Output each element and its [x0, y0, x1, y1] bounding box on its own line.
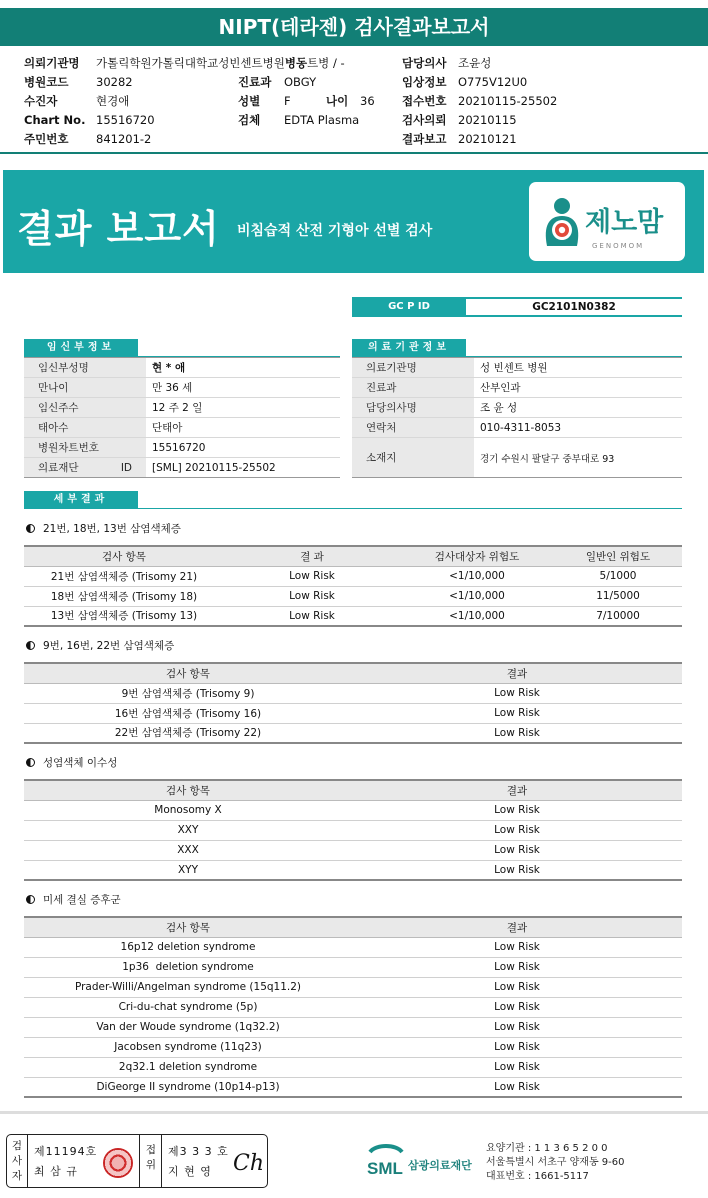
info-value: 현 * 애 [146, 358, 340, 378]
institution-info-table [352, 357, 682, 478]
column-header: 결과 [352, 663, 682, 683]
half-circle-icon [26, 641, 35, 650]
test-item: 22번 삼염색체증 (Trisomy 22) [24, 723, 352, 743]
info-key: 소재지 [352, 438, 474, 478]
sex-chromosome-table [24, 779, 682, 881]
examiner-number: 제11194호 [34, 1145, 98, 1158]
pregnant-info-heading: 임신부정보 [24, 339, 138, 357]
test-item: 13번 삼염색체증 (Trisomy 13) [24, 606, 224, 626]
section-title [26, 638, 174, 653]
logo-english-text: GENOMOM [592, 242, 645, 250]
info-value: [SML] 20210115-25502 [146, 458, 340, 478]
signature-box [6, 1134, 268, 1188]
section-title-text: 21번, 18번, 13번 삼염색체증 [43, 523, 181, 535]
section-title [26, 892, 121, 907]
ward-label: 병동 [284, 56, 308, 70]
info-key: 임신주수 [24, 398, 146, 418]
test-result: Low Risk [224, 566, 400, 586]
test-result: Low Risk [352, 1017, 682, 1037]
org-name: 삼광의료재단 [408, 1159, 472, 1172]
signature-mark: Ch [233, 1151, 265, 1176]
org-phone: 대표번호 : 1661-5117 [486, 1171, 589, 1182]
test-item: XXY [24, 820, 352, 840]
test-item: 16p12 deletion syndrome [24, 937, 352, 957]
test-item: Cri-du-chat syndrome (5p) [24, 997, 352, 1017]
gcpid-value: GC2101N0382 [466, 297, 682, 317]
table-row [24, 566, 682, 586]
table-row [24, 703, 682, 723]
table-row [24, 977, 682, 997]
sml-logo-icon [366, 1142, 406, 1180]
table-row [24, 1057, 682, 1077]
section-title [26, 521, 181, 536]
info-value: 12 주 2 일 [146, 398, 340, 418]
column-header: 결과 [352, 780, 682, 800]
examiner-name: 최 삼 규 [34, 1165, 78, 1178]
test-result: Low Risk [352, 703, 682, 723]
table-row [24, 1037, 682, 1057]
test-result: Low Risk [224, 586, 400, 606]
column-header: 검사 항목 [24, 917, 352, 937]
specimen-label: 검체 [238, 113, 261, 127]
table-row [24, 1017, 682, 1037]
table-row [24, 860, 682, 880]
header-right [402, 54, 557, 149]
info-key: 태아수 [24, 418, 146, 438]
info-value: 15516720 [146, 438, 340, 458]
table-row [24, 586, 682, 606]
subject-risk: <1/10,000 [400, 586, 554, 606]
test-item: XYY [24, 860, 352, 880]
test-item: DiGeorge II syndrome (10p14-p13) [24, 1077, 352, 1097]
banner-title: 결과 보고서 [17, 207, 220, 251]
info-row [24, 358, 340, 378]
request-value: 20210115 [458, 113, 517, 127]
confirmer-number: 제3 3 3 호 [168, 1145, 229, 1158]
request-label: 검사의뢰 [402, 113, 447, 127]
table-row [24, 1077, 682, 1097]
section-title-text: 미세 결실 증후군 [43, 894, 121, 906]
general-risk: 5/1000 [554, 566, 682, 586]
institution-info-heading: 의료기관정보 [352, 339, 466, 357]
age-value: 36 [360, 94, 375, 108]
test-item: 18번 삼염색체증 (Trisomy 18) [24, 586, 224, 606]
column-header: 검사 항목 [24, 546, 224, 566]
info-row [352, 398, 682, 418]
test-result: Low Risk [352, 723, 682, 743]
info-row [24, 398, 340, 418]
test-item: Jacobsen syndrome (11q23) [24, 1037, 352, 1057]
info-value: 산부인과 [474, 378, 682, 398]
department-value: OBGY [284, 75, 317, 89]
report-title: NIPT(테라젠) 검사결과보고서 [0, 8, 708, 46]
info-key: 만나이 [24, 378, 146, 398]
test-result: Low Risk [352, 977, 682, 997]
result-banner [3, 170, 704, 273]
info-key: 임신부성명 [24, 358, 146, 378]
details-heading: 세부결과 [24, 491, 138, 509]
ssn-value: 841201-2 [96, 132, 152, 146]
department-label: 진료과 [238, 75, 272, 89]
report-date-value: 20210121 [458, 132, 517, 146]
hospital-code-label: 병원코드 [24, 75, 69, 89]
confirmer-label: 접위 [145, 1144, 157, 1171]
receipt-value: 20210115-25502 [458, 94, 558, 108]
section-title-text: 9번, 16번, 22번 삼염색체증 [43, 640, 175, 652]
section-title [26, 755, 117, 770]
genomom-logo [529, 182, 685, 261]
sex-value: F [284, 94, 291, 108]
gcpid-label: GC P ID [352, 297, 466, 317]
column-header: 결과 [352, 917, 682, 937]
info-key: 진료과 [352, 378, 474, 398]
column-header: 검사 항목 [24, 663, 352, 683]
microdeletion-table [24, 916, 682, 1098]
hospital-code-value: 30282 [96, 75, 133, 89]
banner-subtitle: 비침습적 산전 기형아 선별 검사 [237, 223, 433, 239]
ssn-label: 주민번호 [24, 132, 69, 146]
table-row [24, 683, 682, 703]
org-contact [486, 1142, 625, 1184]
test-item: 2q32.1 deletion syndrome [24, 1057, 352, 1077]
test-result: Low Risk [352, 957, 682, 977]
age-label: 나이 [326, 94, 349, 108]
info-value: 조 윤 성 [474, 398, 682, 418]
half-circle-icon [26, 758, 35, 767]
table-row [24, 840, 682, 860]
divider [161, 1135, 162, 1187]
institution-label: 의뢰기관명 [24, 56, 80, 70]
table-row [24, 820, 682, 840]
test-item: 16번 삼염색체증 (Trisomy 16) [24, 703, 352, 723]
column-header: 검사 항목 [24, 780, 352, 800]
pregnant-info-table [24, 357, 340, 478]
test-result: Low Risk [352, 1057, 682, 1077]
subject-risk: <1/10,000 [400, 606, 554, 626]
patient-label: 수진자 [24, 94, 58, 108]
test-result: Low Risk [224, 606, 400, 626]
confirmer-name: 지 현 영 [168, 1165, 212, 1178]
receipt-label: 접수번호 [402, 94, 447, 108]
info-row [352, 438, 682, 478]
info-key: 담당의사명 [352, 398, 474, 418]
sml-logo-text: SML [367, 1159, 403, 1178]
general-risk: 11/5000 [554, 586, 682, 606]
info-row [24, 438, 340, 458]
doctor-value: 조윤성 [458, 56, 492, 70]
info-row [352, 358, 682, 378]
half-circle-icon [26, 524, 35, 533]
info-key: 병원차트번호 [24, 438, 146, 458]
test-item: Monosomy X [24, 800, 352, 820]
trisomy-main-table [24, 545, 682, 627]
test-result: Low Risk [352, 820, 682, 840]
clinical-label: 임상정보 [402, 75, 447, 89]
examiner-label: 검사자 [11, 1140, 23, 1182]
test-item: Prader-Willi/Angelman syndrome (15q11.2) [24, 977, 352, 997]
details-rule [24, 508, 682, 509]
test-item: 9번 삼염색체증 (Trisomy 9) [24, 683, 352, 703]
info-row [352, 378, 682, 398]
info-row [24, 418, 340, 438]
logo-korean-text: 제노맘 [585, 207, 664, 238]
seal-icon [103, 1148, 133, 1178]
trisomy-other-table [24, 662, 682, 744]
info-key: 연락처 [352, 418, 474, 438]
sex-label: 성별 [238, 94, 261, 108]
test-result: Low Risk [352, 1037, 682, 1057]
genomom-mother-icon [541, 196, 583, 248]
test-result: Low Risk [352, 860, 682, 880]
test-result: Low Risk [352, 840, 682, 860]
org-address: 서울특별시 서초구 양재동 9-60 [486, 1157, 625, 1168]
patient-value: 현경애 [96, 94, 130, 108]
table-row [24, 723, 682, 743]
clinical-value: O775V12U0 [458, 75, 528, 89]
footer-divider [0, 1111, 708, 1114]
info-value: 만 36 세 [146, 378, 340, 398]
test-result: Low Risk [352, 1077, 682, 1097]
general-risk: 7/10000 [554, 606, 682, 626]
info-key: 의료기관명 [352, 358, 474, 378]
header-middle [238, 73, 375, 130]
test-result: Low Risk [352, 997, 682, 1017]
ward-value: 트병 / - [307, 56, 345, 70]
subject-risk: <1/10,000 [400, 566, 554, 586]
chart-value: 15516720 [96, 113, 155, 127]
info-key: 의료재단 ID [24, 458, 146, 478]
info-value: 성 빈센트 병원 [474, 358, 682, 378]
info-row [24, 378, 340, 398]
info-value: 경기 수원시 팔달구 중부대로 93 [474, 438, 682, 478]
chart-label: Chart No. [24, 113, 86, 127]
half-circle-icon [26, 895, 35, 904]
test-item: XXX [24, 840, 352, 860]
test-result: Low Risk [352, 800, 682, 820]
table-row [24, 606, 682, 626]
column-header: 일반인 위험도 [554, 546, 682, 566]
divider [139, 1135, 140, 1187]
header-divider [0, 152, 708, 154]
sml-logo [366, 1142, 406, 1184]
test-result: Low Risk [352, 683, 682, 703]
table-row [24, 957, 682, 977]
specimen-value: EDTA Plasma [284, 113, 360, 127]
divider [27, 1135, 28, 1187]
column-header: 검사대상자 위험도 [400, 546, 554, 566]
test-item: 1p36 deletion syndrome [24, 957, 352, 977]
institution-value: 가톨릭학원가톨릭대학교성빈센트병원 [96, 56, 285, 70]
info-row [352, 418, 682, 438]
table-row [24, 997, 682, 1017]
test-item: Van der Woude syndrome (1q32.2) [24, 1017, 352, 1037]
care-code: 요양기관 : 1 1 3 6 5 2 0 0 [486, 1143, 608, 1154]
info-value: 010-4311-8053 [474, 418, 682, 438]
test-result: Low Risk [352, 937, 682, 957]
table-row [24, 800, 682, 820]
test-item: 21번 삼염색체증 (Trisomy 21) [24, 566, 224, 586]
section-title-text: 성염색체 이수성 [43, 757, 118, 769]
doctor-label: 담당의사 [402, 56, 447, 70]
report-date-label: 결과보고 [402, 132, 447, 146]
info-row [24, 458, 340, 478]
table-row [24, 937, 682, 957]
column-header: 결 과 [224, 546, 400, 566]
info-value: 단태아 [146, 418, 340, 438]
